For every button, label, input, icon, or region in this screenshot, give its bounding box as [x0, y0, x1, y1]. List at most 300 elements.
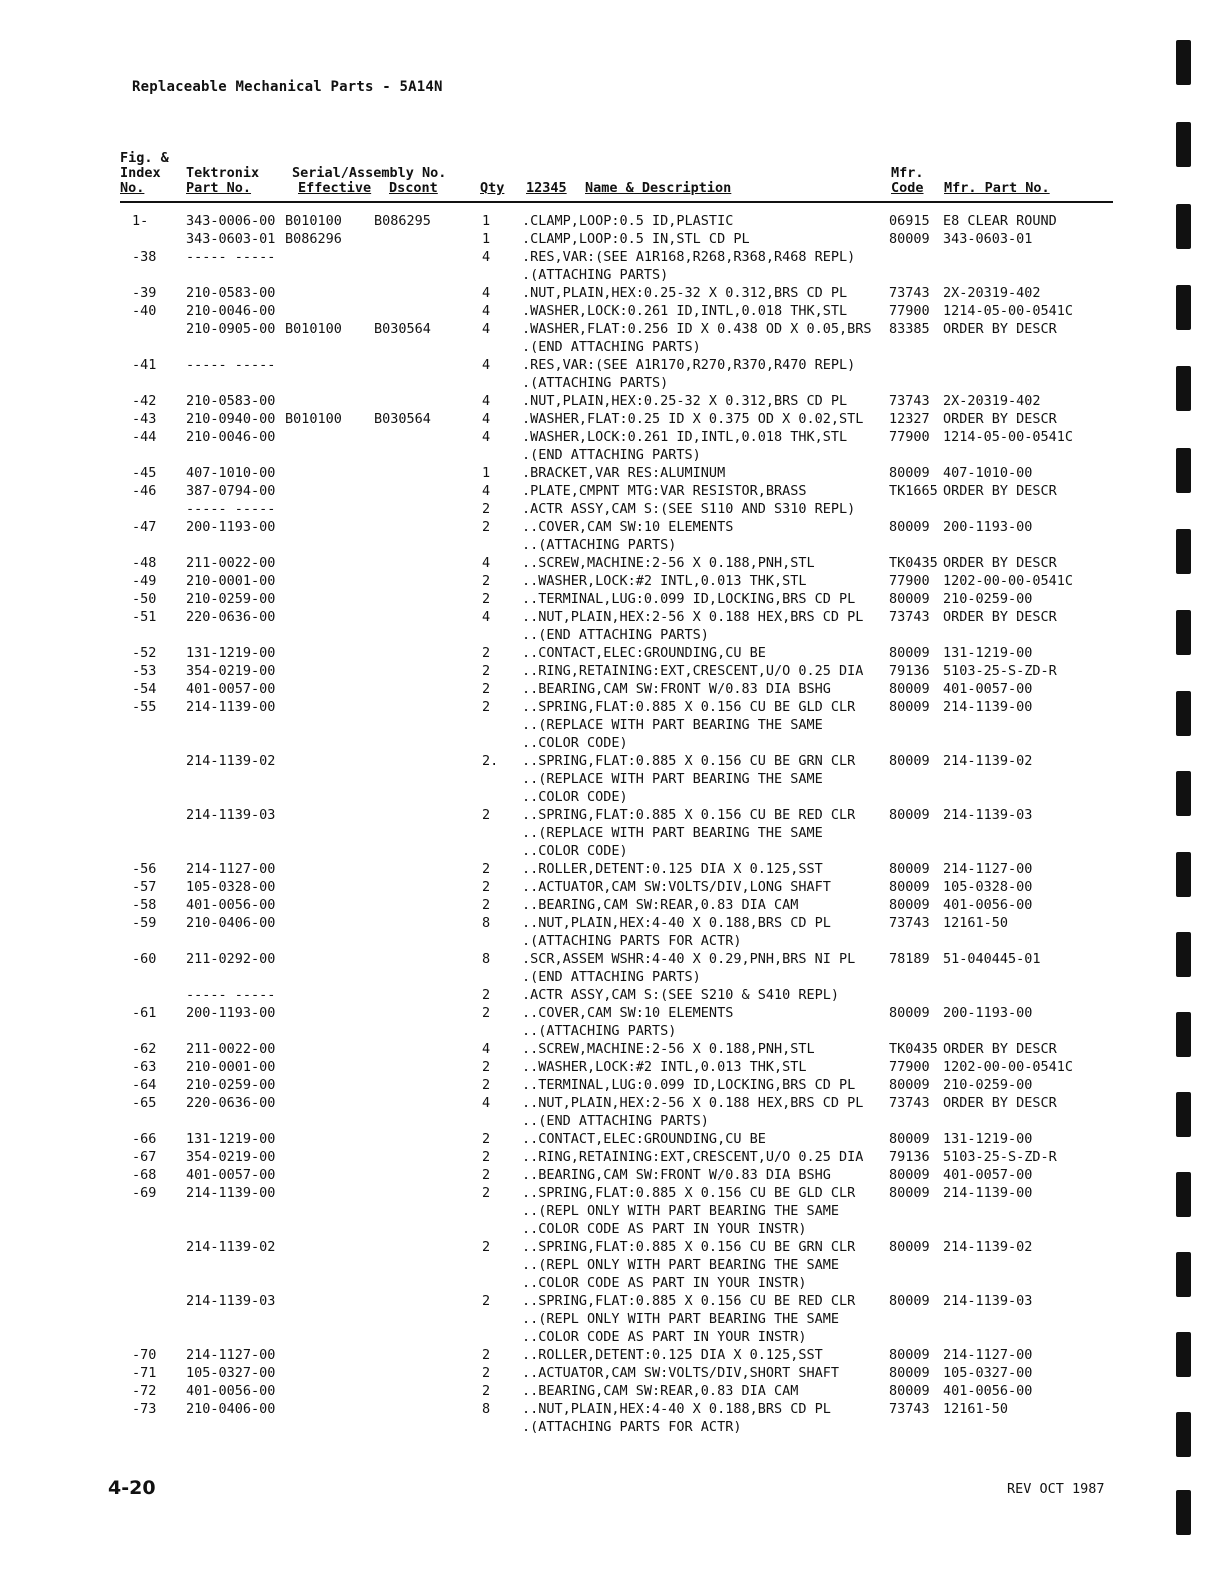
part-no: 210-0406-00 [186, 1401, 276, 1417]
name-description: ..SPRING,FLAT:0.885 X 0.156 CU BE GLD CLR [522, 699, 856, 715]
name-description: ..COLOR CODE AS PART IN YOUR INSTR) [522, 1221, 807, 1237]
part-no: 210-0259-00 [186, 1077, 276, 1093]
page-number: 4-20 [108, 1477, 156, 1499]
table-row [0, 1292, 1226, 1310]
mfr-code: 77900 [889, 303, 930, 319]
table-row [0, 1166, 1226, 1184]
name-description: ..ACTUATOR,CAM SW:VOLTS/DIV,LONG SHAFT [522, 879, 831, 895]
table-row [0, 392, 1226, 410]
table-row [0, 698, 1226, 716]
mfr-part-no: 131-1219-00 [943, 645, 1033, 661]
name-description: .WASHER,LOCK:0.261 ID,INTL,0.018 THK,STL [522, 303, 848, 319]
part-no: 200-1193-00 [186, 1005, 276, 1021]
index-no: -43 [132, 411, 157, 427]
binding-mark [1176, 932, 1191, 977]
table-row [0, 1274, 1226, 1292]
part-no: 220-0636-00 [186, 609, 276, 625]
part-no: 387-0794-00 [186, 483, 276, 499]
mfr-code: 80009 [889, 861, 930, 877]
index-no: -44 [132, 429, 157, 445]
name-description: .ACTR ASSY,CAM S:(SEE S110 AND S310 REPL) [522, 501, 856, 517]
mfr-code: 80009 [889, 519, 930, 535]
mfr-part-no: 105-0328-00 [943, 879, 1033, 895]
mfr-part-no: 214-1127-00 [943, 861, 1033, 877]
mfr-code: 80009 [889, 591, 930, 607]
binding-mark [1176, 1172, 1191, 1217]
serial-discontinued: B030564 [374, 411, 431, 427]
quantity: 4 [482, 285, 491, 301]
part-no: 214-1127-00 [186, 861, 276, 877]
mfr-part-no: 2X-20319-402 [943, 393, 1041, 409]
index-no: -66 [132, 1131, 157, 1147]
mfr-part-no: 210-0259-00 [943, 1077, 1033, 1093]
quantity: 2 [482, 681, 491, 697]
part-no: 210-0046-00 [186, 303, 276, 319]
name-description: .(ATTACHING PARTS) [522, 375, 669, 391]
table-row [0, 860, 1226, 878]
mfr-code: 78189 [889, 951, 930, 967]
name-description: ..CONTACT,ELEC:GROUNDING,CU BE [522, 645, 766, 661]
name-description: ..SPRING,FLAT:0.885 X 0.156 CU BE RED CLR [522, 807, 856, 823]
name-description: ..COLOR CODE AS PART IN YOUR INSTR) [522, 1329, 807, 1345]
table-row [0, 1346, 1226, 1364]
table-row [0, 644, 1226, 662]
col-header-effective: Effective [298, 180, 372, 196]
table-row [0, 986, 1226, 1004]
quantity: 2 [482, 1059, 491, 1075]
name-description: ..NUT,PLAIN,HEX:2-56 X 0.188 HEX,BRS CD PL [522, 609, 864, 625]
name-description: ..COVER,CAM SW:10 ELEMENTS [522, 1005, 734, 1021]
serial-effective: B086296 [285, 231, 342, 247]
table-row [0, 770, 1226, 788]
quantity: 2 [482, 897, 491, 913]
binding-mark [1176, 40, 1191, 85]
mfr-part-no: 214-1127-00 [943, 1347, 1033, 1363]
quantity: 2 [482, 1149, 491, 1165]
index-no: -57 [132, 879, 157, 895]
part-no: 131-1219-00 [186, 645, 276, 661]
name-description: .WASHER,FLAT:0.256 ID X 0.438 OD X 0.05,BRS [522, 321, 872, 337]
col-header-part-no: Part No. [186, 180, 252, 196]
mfr-code: 80009 [889, 753, 930, 769]
binding-mark [1176, 1252, 1191, 1297]
index-no: -47 [132, 519, 157, 535]
mfr-code: 79136 [889, 663, 930, 679]
mfr-code: 79136 [889, 1149, 930, 1165]
quantity: 4 [482, 555, 491, 571]
index-no: -58 [132, 897, 157, 913]
part-no: 214-1127-00 [186, 1347, 276, 1363]
part-no: 200-1193-00 [186, 519, 276, 535]
col-header-mfr: Mfr. [891, 165, 924, 181]
part-no: ----- ----- [186, 249, 276, 265]
name-description: .(ATTACHING PARTS FOR ACTR) [522, 1419, 742, 1435]
table-row [0, 554, 1226, 572]
header-rule [120, 201, 1113, 203]
part-no: 343-0603-01 [186, 231, 276, 247]
table-row [0, 1058, 1226, 1076]
name-description: ..(REPLACE WITH PART BEARING THE SAME [522, 825, 823, 841]
name-description: .WASHER,LOCK:0.261 ID,INTL,0.018 THK,STL [522, 429, 848, 445]
name-description: ..(REPL ONLY WITH PART BEARING THE SAME [522, 1203, 839, 1219]
mfr-code: TK1665 [889, 483, 938, 499]
mfr-code: 83385 [889, 321, 930, 337]
quantity: 4 [482, 411, 491, 427]
quantity: 4 [482, 249, 491, 265]
part-no: 214-1139-02 [186, 753, 276, 769]
mfr-part-no: 12161-50 [943, 1401, 1009, 1417]
binding-mark [1176, 1012, 1191, 1057]
index-no: -68 [132, 1167, 157, 1183]
part-no: 214-1139-03 [186, 807, 276, 823]
index-no: -61 [132, 1005, 157, 1021]
mfr-code: 80009 [889, 879, 930, 895]
mfr-code: TK0435 [889, 555, 938, 571]
quantity: 4 [482, 1095, 491, 1111]
table-row [0, 1220, 1226, 1238]
name-description: ..NUT,PLAIN,HEX:4-40 X 0.188,BRS CD PL [522, 1401, 831, 1417]
part-no: 214-1139-00 [186, 699, 276, 715]
name-description: ..COLOR CODE) [522, 789, 628, 805]
table-row [0, 752, 1226, 770]
mfr-part-no: ORDER BY DESCR [943, 609, 1057, 625]
name-description: ..CONTACT,ELEC:GROUNDING,CU BE [522, 1131, 766, 1147]
mfr-part-no: 12161-50 [943, 915, 1009, 931]
mfr-code: 80009 [889, 1167, 930, 1183]
mfr-code: 77900 [889, 573, 930, 589]
mfr-code: 12327 [889, 411, 930, 427]
index-no: -45 [132, 465, 157, 481]
table-row [0, 1202, 1226, 1220]
name-description: .WASHER,FLAT:0.25 ID X 0.375 OD X 0.02,STL [522, 411, 864, 427]
name-description: ..BEARING,CAM SW:REAR,0.83 DIA CAM [522, 897, 799, 913]
name-description: ..ACTUATOR,CAM SW:VOLTS/DIV,SHORT SHAFT [522, 1365, 839, 1381]
serial-discontinued: B030564 [374, 321, 431, 337]
mfr-part-no: ORDER BY DESCR [943, 1041, 1057, 1057]
table-row [0, 1310, 1226, 1328]
part-no: 210-0905-00 [186, 321, 276, 337]
table-row [0, 824, 1226, 842]
part-no: 401-0056-00 [186, 897, 276, 913]
table-row [0, 1256, 1226, 1274]
name-description: ..TERMINAL,LUG:0.099 ID,LOCKING,BRS CD PL [522, 1077, 856, 1093]
index-no: -39 [132, 285, 157, 301]
quantity: 2 [482, 861, 491, 877]
quantity: 2 [482, 1239, 491, 1255]
quantity: 4 [482, 429, 491, 445]
table-row [0, 518, 1226, 536]
quantity: 1 [482, 465, 491, 481]
binding-mark [1176, 691, 1191, 736]
name-description: ..SCREW,MACHINE:2-56 X 0.188,PNH,STL [522, 1041, 815, 1057]
mfr-part-no: 51-040445-01 [943, 951, 1041, 967]
mfr-part-no: 214-1139-00 [943, 699, 1033, 715]
table-row [0, 608, 1226, 626]
mfr-code: 80009 [889, 897, 930, 913]
table-row [0, 626, 1226, 644]
quantity: 2 [482, 807, 491, 823]
quantity: 2 [482, 501, 491, 517]
mfr-part-no: 401-0057-00 [943, 681, 1033, 697]
name-description: ..(REPLACE WITH PART BEARING THE SAME [522, 771, 823, 787]
part-no: 210-0583-00 [186, 285, 276, 301]
name-description: .(ATTACHING PARTS) [522, 267, 669, 283]
quantity: 1 [482, 213, 491, 229]
name-description: .(END ATTACHING PARTS) [522, 447, 701, 463]
mfr-code: 80009 [889, 645, 930, 661]
table-row [0, 500, 1226, 518]
binding-mark [1176, 771, 1191, 816]
name-description: .RES,VAR:(SEE A1R170,R270,R370,R470 REPL) [522, 357, 856, 373]
table-row [0, 1418, 1226, 1436]
mfr-part-no: 343-0603-01 [943, 231, 1033, 247]
binding-mark [1176, 1412, 1191, 1457]
part-no: ----- ----- [186, 987, 276, 1003]
table-row [0, 1130, 1226, 1148]
part-no: 343-0006-00 [186, 213, 276, 229]
quantity: 2. [482, 753, 499, 769]
name-description: ..NUT,PLAIN,HEX:2-56 X 0.188 HEX,BRS CD PL [522, 1095, 864, 1111]
name-description: ..ROLLER,DETENT:0.125 DIA X 0.125,SST [522, 1347, 823, 1363]
part-no: 214-1139-00 [186, 1185, 276, 1201]
part-no: 210-0940-00 [186, 411, 276, 427]
mfr-part-no: 401-0057-00 [943, 1167, 1033, 1183]
mfr-part-no: ORDER BY DESCR [943, 321, 1057, 337]
serial-effective: B010100 [285, 213, 342, 229]
name-description: ..TERMINAL,LUG:0.099 ID,LOCKING,BRS CD PL [522, 591, 856, 607]
mfr-part-no: ORDER BY DESCR [943, 555, 1057, 571]
name-description: ..SCREW,MACHINE:2-56 X 0.188,PNH,STL [522, 555, 815, 571]
mfr-part-no: 105-0327-00 [943, 1365, 1033, 1381]
part-no: 210-0259-00 [186, 591, 276, 607]
col-header-fig: Fig. & [120, 150, 169, 166]
table-row [0, 1238, 1226, 1256]
quantity: 2 [482, 519, 491, 535]
name-description: .CLAMP,LOOP:0.5 IN,STL CD PL [522, 231, 750, 247]
name-description: ..COLOR CODE) [522, 735, 628, 751]
quantity: 4 [482, 1041, 491, 1057]
table-row [0, 284, 1226, 302]
mfr-part-no: 1214-05-00-0541C [943, 429, 1074, 445]
quantity: 2 [482, 1293, 491, 1309]
serial-effective: B010100 [285, 411, 342, 427]
mfr-code: 80009 [889, 681, 930, 697]
name-description: ..BEARING,CAM SW:FRONT W/0.83 DIA BSHG [522, 681, 831, 697]
mfr-part-no: 210-0259-00 [943, 591, 1033, 607]
name-description: .(END ATTACHING PARTS) [522, 339, 701, 355]
revision-date: REV OCT 1987 [1007, 1481, 1105, 1497]
name-description: .BRACKET,VAR RES:ALUMINUM [522, 465, 726, 481]
quantity: 4 [482, 393, 491, 409]
table-row [0, 1382, 1226, 1400]
name-description: ..(ATTACHING PARTS) [522, 537, 677, 553]
index-no: -56 [132, 861, 157, 877]
col-header-name-description: Name & Description [585, 180, 732, 196]
mfr-code: 80009 [889, 699, 930, 715]
table-row [0, 230, 1226, 248]
index-no: -65 [132, 1095, 157, 1111]
part-no: 354-0219-00 [186, 1149, 276, 1165]
mfr-part-no: 214-1139-02 [943, 1239, 1033, 1255]
index-no: 1- [132, 213, 149, 229]
mfr-part-no: 131-1219-00 [943, 1131, 1033, 1147]
table-row [0, 320, 1226, 338]
index-no: -48 [132, 555, 157, 571]
table-row [0, 842, 1226, 860]
table-row [0, 734, 1226, 752]
name-description: ..WASHER,LOCK:#2 INTL,0.013 THK,STL [522, 573, 807, 589]
table-row [0, 1364, 1226, 1382]
mfr-code: 73743 [889, 1401, 930, 1417]
index-no: -41 [132, 357, 157, 373]
table-row [0, 590, 1226, 608]
part-no: 105-0328-00 [186, 879, 276, 895]
name-description: .NUT,PLAIN,HEX:0.25-32 X 0.312,BRS CD PL [522, 393, 848, 409]
table-row [0, 302, 1226, 320]
serial-effective: B010100 [285, 321, 342, 337]
name-description: .CLAMP,LOOP:0.5 ID,PLASTIC [522, 213, 734, 229]
name-description: ..BEARING,CAM SW:FRONT W/0.83 DIA BSHG [522, 1167, 831, 1183]
mfr-code: 73743 [889, 285, 930, 301]
table-row [0, 482, 1226, 500]
binding-mark [1176, 610, 1191, 655]
quantity: 4 [482, 483, 491, 499]
name-description: .NUT,PLAIN,HEX:0.25-32 X 0.312,BRS CD PL [522, 285, 848, 301]
part-no: 131-1219-00 [186, 1131, 276, 1147]
mfr-part-no: 214-1139-02 [943, 753, 1033, 769]
col-header-index: Index [120, 165, 161, 181]
mfr-code: 80009 [889, 1005, 930, 1021]
table-row [0, 374, 1226, 392]
index-no: -50 [132, 591, 157, 607]
mfr-part-no: 200-1193-00 [943, 519, 1033, 535]
mfr-part-no: ORDER BY DESCR [943, 411, 1057, 427]
table-row [0, 1328, 1226, 1346]
name-description: ..(END ATTACHING PARTS) [522, 627, 709, 643]
quantity: 2 [482, 1077, 491, 1093]
quantity: 2 [482, 573, 491, 589]
index-no: -64 [132, 1077, 157, 1093]
quantity: 4 [482, 321, 491, 337]
mfr-code: 73743 [889, 609, 930, 625]
name-description: .RES,VAR:(SEE A1R168,R268,R368,R468 REPL) [522, 249, 856, 265]
name-description: ..SPRING,FLAT:0.885 X 0.156 CU BE RED CLR [522, 1293, 856, 1309]
name-description: ..COLOR CODE AS PART IN YOUR INSTR) [522, 1275, 807, 1291]
part-no: ----- ----- [186, 501, 276, 517]
mfr-code: 80009 [889, 1383, 930, 1399]
index-no: -40 [132, 303, 157, 319]
part-no: ----- ----- [186, 357, 276, 373]
table-row [0, 968, 1226, 986]
col-header-mfr-part-no: Mfr. Part No. [944, 180, 1050, 196]
part-no: 214-1139-02 [186, 1239, 276, 1255]
mfr-code: 77900 [889, 1059, 930, 1075]
mfr-part-no: 401-0056-00 [943, 897, 1033, 913]
table-row [0, 1148, 1226, 1166]
part-no: 211-0022-00 [186, 555, 276, 571]
col-header-no: No. [120, 180, 145, 196]
index-no: -52 [132, 645, 157, 661]
quantity: 2 [482, 879, 491, 895]
table-row [0, 356, 1226, 374]
quantity: 4 [482, 609, 491, 625]
binding-mark [1176, 285, 1191, 330]
index-no: -46 [132, 483, 157, 499]
mfr-code: 80009 [889, 231, 930, 247]
index-no: -62 [132, 1041, 157, 1057]
index-no: -73 [132, 1401, 157, 1417]
index-no: -70 [132, 1347, 157, 1363]
index-no: -67 [132, 1149, 157, 1165]
mfr-code: 80009 [889, 1131, 930, 1147]
table-row [0, 446, 1226, 464]
table-row [0, 248, 1226, 266]
name-description: ..(REPL ONLY WITH PART BEARING THE SAME [522, 1257, 839, 1273]
table-row [0, 716, 1226, 734]
binding-mark [1176, 852, 1191, 897]
table-row [0, 896, 1226, 914]
table-row [0, 788, 1226, 806]
table-row [0, 932, 1226, 950]
mfr-code: 77900 [889, 429, 930, 445]
mfr-part-no: 200-1193-00 [943, 1005, 1033, 1021]
quantity: 2 [482, 1185, 491, 1201]
table-row [0, 536, 1226, 554]
quantity: 8 [482, 951, 491, 967]
table-row [0, 212, 1226, 230]
table-row [0, 950, 1226, 968]
table-row [0, 1184, 1226, 1202]
col-header-mfr-code: Code [891, 180, 924, 196]
table-row [0, 806, 1226, 824]
serial-discontinued: B086295 [374, 213, 431, 229]
table-row [0, 1094, 1226, 1112]
table-row [0, 1112, 1226, 1130]
name-description: .SCR,ASSEM WSHR:4-40 X 0.29,PNH,BRS NI PL [522, 951, 856, 967]
mfr-code: 80009 [889, 1347, 930, 1363]
index-no: -71 [132, 1365, 157, 1381]
index-no: -51 [132, 609, 157, 625]
mfr-part-no: 401-0056-00 [943, 1383, 1033, 1399]
binding-mark [1176, 366, 1191, 411]
binding-mark [1176, 529, 1191, 574]
name-description: ..BEARING,CAM SW:REAR,0.83 DIA CAM [522, 1383, 799, 1399]
mfr-part-no: ORDER BY DESCR [943, 483, 1057, 499]
mfr-code: 80009 [889, 1077, 930, 1093]
table-row [0, 464, 1226, 482]
quantity: 4 [482, 357, 491, 373]
quantity: 2 [482, 1131, 491, 1147]
part-no: 210-0001-00 [186, 573, 276, 589]
index-no: -69 [132, 1185, 157, 1201]
name-description: ..(END ATTACHING PARTS) [522, 1113, 709, 1129]
table-row [0, 338, 1226, 356]
name-description: ..SPRING,FLAT:0.885 X 0.156 CU BE GRN CLR [522, 1239, 856, 1255]
name-description: .(END ATTACHING PARTS) [522, 969, 701, 985]
mfr-part-no: 214-1139-00 [943, 1185, 1033, 1201]
name-description: ..(ATTACHING PARTS) [522, 1023, 677, 1039]
name-description: ..COLOR CODE) [522, 843, 628, 859]
part-no: 210-0406-00 [186, 915, 276, 931]
page-header: Replaceable Mechanical Parts - 5A14N [132, 79, 443, 95]
table-row [0, 266, 1226, 284]
col-header-qty: Qty [480, 180, 505, 196]
mfr-part-no: 407-1010-00 [943, 465, 1033, 481]
quantity: 2 [482, 1347, 491, 1363]
mfr-part-no: E8 CLEAR ROUND [943, 213, 1057, 229]
index-no: -38 [132, 249, 157, 265]
mfr-part-no: 2X-20319-402 [943, 285, 1041, 301]
